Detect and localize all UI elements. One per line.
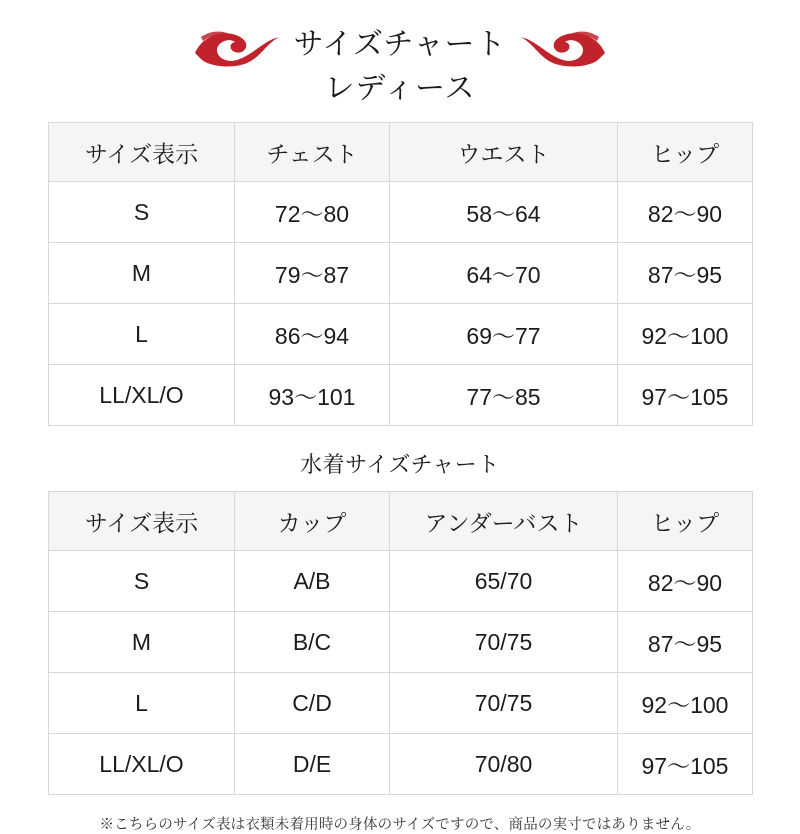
cell-size: S bbox=[49, 182, 235, 243]
table-header-row bbox=[49, 492, 753, 551]
red-swirl-ornament-icon bbox=[191, 23, 283, 67]
cell-size: LL/XL/O bbox=[49, 734, 235, 795]
page-title: サイズチャート bbox=[293, 28, 507, 61]
column-header-chest: チェスト bbox=[235, 123, 390, 182]
cell-underbust: 70/75 bbox=[390, 673, 618, 734]
table-row bbox=[49, 734, 753, 795]
table-row bbox=[49, 243, 753, 304]
cell-cup: B/C bbox=[235, 612, 390, 673]
cell-size: L bbox=[49, 304, 235, 365]
table-row bbox=[49, 673, 753, 734]
column-header-cup: カップ bbox=[235, 492, 390, 551]
swimwear-size-chart-table bbox=[48, 491, 753, 795]
cell-chest: 86〜94 bbox=[235, 304, 390, 365]
cell-hip: 92〜100 bbox=[618, 304, 753, 365]
cell-waist: 58〜64 bbox=[390, 182, 618, 243]
footnote: ※こちらのサイズ表は衣類未着用時の身体のサイズですので、商品の実寸ではありません。 bbox=[99, 817, 701, 833]
cell-waist: 69〜77 bbox=[390, 304, 618, 365]
table-header-row bbox=[49, 123, 753, 182]
cell-hip: 87〜95 bbox=[618, 243, 753, 304]
swimwear-size-chart-wrap bbox=[48, 491, 752, 795]
cell-hip: 92〜100 bbox=[618, 673, 753, 734]
body-size-chart-wrap bbox=[48, 122, 752, 426]
cell-waist: 77〜85 bbox=[390, 365, 618, 426]
cell-underbust: 65/70 bbox=[390, 551, 618, 612]
cell-cup: C/D bbox=[235, 673, 390, 734]
cell-cup: D/E bbox=[235, 734, 390, 795]
table-row bbox=[49, 304, 753, 365]
column-header-size: サイズ表示 bbox=[49, 492, 235, 551]
cell-chest: 72〜80 bbox=[235, 182, 390, 243]
body-size-chart-table bbox=[48, 122, 753, 426]
cell-underbust: 70/75 bbox=[390, 612, 618, 673]
table-row bbox=[49, 365, 753, 426]
cell-underbust: 70/80 bbox=[390, 734, 618, 795]
cell-waist: 64〜70 bbox=[390, 243, 618, 304]
cell-size: S bbox=[49, 551, 235, 612]
cell-hip: 97〜105 bbox=[618, 365, 753, 426]
column-header-hip: ヒップ bbox=[618, 123, 753, 182]
column-header-hip: ヒップ bbox=[618, 492, 753, 551]
swimwear-section-title: 水着サイズチャート bbox=[300, 452, 500, 477]
table-row bbox=[49, 612, 753, 673]
cell-chest: 93〜101 bbox=[235, 365, 390, 426]
cell-cup: A/B bbox=[235, 551, 390, 612]
page-header bbox=[48, 0, 752, 104]
cell-hip: 82〜90 bbox=[618, 551, 753, 612]
title-row bbox=[48, 22, 752, 68]
table-row bbox=[49, 182, 753, 243]
cell-hip: 82〜90 bbox=[618, 182, 753, 243]
cell-size: LL/XL/O bbox=[49, 365, 235, 426]
cell-size: M bbox=[49, 612, 235, 673]
page-subtitle: レディース bbox=[324, 72, 476, 105]
cell-chest: 79〜87 bbox=[235, 243, 390, 304]
table-row bbox=[49, 551, 753, 612]
column-header-waist: ウエスト bbox=[390, 123, 618, 182]
column-header-underbust: アンダーバスト bbox=[390, 492, 618, 551]
column-header-size: サイズ表示 bbox=[49, 123, 235, 182]
cell-size: L bbox=[49, 673, 235, 734]
red-swirl-ornament-icon bbox=[517, 23, 609, 67]
cell-size: M bbox=[49, 243, 235, 304]
cell-hip: 97〜105 bbox=[618, 734, 753, 795]
cell-hip: 87〜95 bbox=[618, 612, 753, 673]
